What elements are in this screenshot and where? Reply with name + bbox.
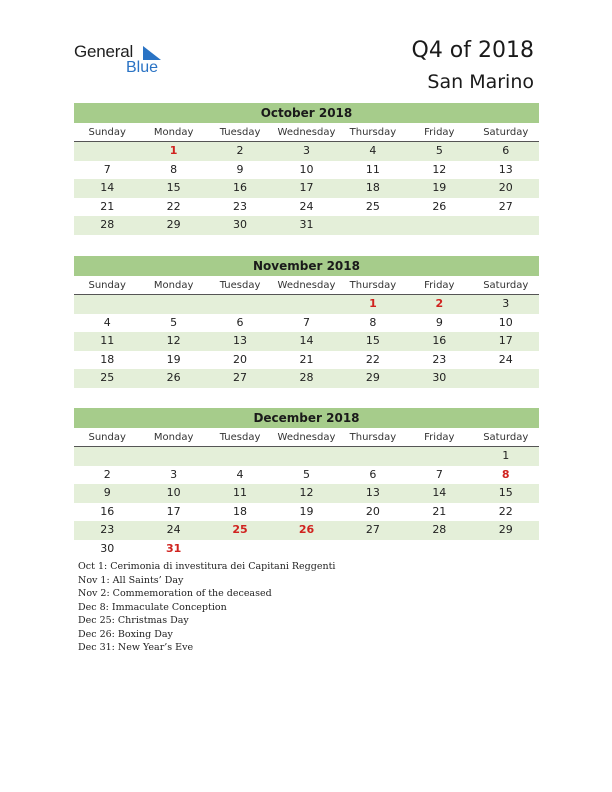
weekday-label: Wednesday bbox=[277, 127, 336, 138]
day-cell: 20 bbox=[365, 504, 380, 518]
page-title: Q4 of 2018 bbox=[411, 38, 534, 63]
week-row bbox=[74, 216, 539, 235]
day-cell: 25 bbox=[365, 199, 380, 213]
day-cell: 3 bbox=[170, 467, 178, 481]
day-cell: 11 bbox=[365, 162, 380, 176]
day-cell bbox=[406, 447, 472, 466]
week-row bbox=[74, 179, 539, 198]
day-cell bbox=[273, 540, 339, 559]
day-cell: 6 bbox=[236, 315, 244, 329]
day-cell: 8 bbox=[170, 162, 178, 176]
day-cell: 7 bbox=[302, 315, 310, 329]
day-cell bbox=[273, 447, 339, 466]
day-cell: 15 bbox=[498, 486, 513, 499]
day-cell: 28 bbox=[100, 218, 115, 231]
day-cell: 26 bbox=[432, 199, 447, 213]
day-cell: 22 bbox=[166, 199, 181, 213]
day-cell: 24 bbox=[299, 199, 314, 213]
day-cell: 11 bbox=[233, 486, 248, 499]
day-cell bbox=[340, 216, 406, 235]
day-cell: 17 bbox=[299, 181, 314, 194]
day-cell bbox=[74, 447, 140, 466]
day-cell: 25 bbox=[100, 371, 115, 384]
day-cell bbox=[74, 295, 140, 314]
weekday-label: Tuesday bbox=[219, 432, 261, 443]
holiday-note: Dec 31: New Year’s Eve bbox=[78, 642, 194, 653]
day-cell: 27 bbox=[498, 199, 513, 213]
holiday-note: Oct 1: Cerimonia di investitura dei Capitani Reggenti bbox=[78, 561, 336, 572]
week-row bbox=[74, 332, 539, 351]
day-cell: 7 bbox=[103, 162, 111, 176]
weekday-label: Saturday bbox=[483, 127, 529, 138]
day-cell: 30 bbox=[233, 218, 248, 231]
day-cell: 12 bbox=[432, 162, 447, 176]
logo-word-blue: Blue bbox=[126, 59, 159, 76]
day-cell: 28 bbox=[432, 523, 447, 536]
weekday-label: Sunday bbox=[88, 280, 126, 291]
day-cell: 12 bbox=[299, 486, 314, 499]
day-cell: 18 bbox=[233, 504, 248, 518]
week-row bbox=[74, 295, 539, 314]
day-cell: 15 bbox=[166, 181, 181, 194]
day-cell bbox=[140, 447, 206, 466]
day-cell: 4 bbox=[369, 144, 377, 157]
weekday-label: Monday bbox=[153, 432, 194, 443]
weekday-label: Tuesday bbox=[219, 127, 261, 138]
generalblue-logo bbox=[74, 42, 174, 78]
week-row bbox=[74, 521, 539, 540]
weekday-label: Sunday bbox=[88, 432, 126, 443]
day-cell: 23 bbox=[233, 199, 248, 213]
day-cell bbox=[473, 216, 539, 235]
week-row bbox=[74, 314, 539, 333]
month-header: November 2018 bbox=[74, 256, 539, 276]
week-row bbox=[74, 198, 539, 217]
weekday-label: Saturday bbox=[483, 432, 529, 443]
weeks-container bbox=[74, 447, 539, 558]
weekday-label: Friday bbox=[424, 280, 455, 291]
day-cell bbox=[340, 540, 406, 559]
day-cell bbox=[473, 369, 539, 388]
day-cell: 28 bbox=[299, 371, 314, 384]
week-row bbox=[74, 447, 539, 466]
day-cell bbox=[406, 216, 472, 235]
week-row bbox=[74, 142, 539, 161]
day-cell: 5 bbox=[302, 467, 310, 481]
day-cell: 15 bbox=[365, 334, 380, 347]
month-header: October 2018 bbox=[74, 103, 539, 123]
day-cell: 18 bbox=[365, 181, 380, 194]
weekday-label: Wednesday bbox=[277, 280, 336, 291]
weekday-label: Monday bbox=[153, 127, 194, 138]
day-cell: 23 bbox=[100, 523, 115, 536]
holiday-note: Dec 8: Immaculate Conception bbox=[78, 601, 227, 613]
day-cell: 1 bbox=[502, 449, 510, 462]
day-cell: 5 bbox=[170, 315, 178, 329]
month-calendar-december bbox=[74, 408, 539, 558]
day-cell: 30 bbox=[432, 371, 447, 384]
weeks-container bbox=[74, 295, 539, 388]
day-cell: 4 bbox=[236, 467, 244, 481]
weeks-container bbox=[74, 142, 539, 235]
day-cell: 12 bbox=[166, 334, 181, 347]
holiday-day-cell: 26 bbox=[298, 523, 315, 536]
day-cell: 21 bbox=[100, 199, 115, 213]
day-cell: 7 bbox=[435, 467, 443, 481]
day-cell: 21 bbox=[432, 504, 447, 518]
day-cell: 20 bbox=[498, 181, 513, 194]
day-cell: 19 bbox=[299, 504, 314, 518]
day-cell bbox=[207, 447, 273, 466]
day-cell: 3 bbox=[502, 297, 510, 310]
day-cell: 16 bbox=[100, 504, 115, 518]
day-cell: 16 bbox=[432, 334, 447, 347]
day-cell: 31 bbox=[299, 218, 314, 231]
day-cell: 24 bbox=[498, 352, 513, 366]
day-cell: 6 bbox=[502, 144, 510, 157]
page-subtitle: San Marino bbox=[427, 71, 534, 93]
day-cell: 27 bbox=[233, 371, 248, 384]
day-cell: 10 bbox=[498, 315, 513, 329]
weekday-label: Monday bbox=[153, 280, 194, 291]
week-row bbox=[74, 369, 539, 388]
month-calendar-october bbox=[74, 103, 539, 235]
holiday-day-cell: 25 bbox=[232, 523, 248, 536]
weekday-header-row bbox=[74, 276, 539, 295]
month-header: December 2018 bbox=[74, 408, 539, 428]
day-cell: 29 bbox=[166, 218, 181, 231]
day-cell: 14 bbox=[299, 334, 314, 347]
weekday-header-row bbox=[74, 123, 539, 142]
day-cell: 27 bbox=[365, 523, 380, 536]
logo-word-general: General bbox=[74, 42, 134, 61]
day-cell: 24 bbox=[166, 523, 181, 536]
day-cell: 6 bbox=[369, 467, 377, 481]
day-cell: 22 bbox=[498, 504, 513, 518]
weekday-label: Friday bbox=[424, 127, 455, 138]
holiday-notes bbox=[78, 560, 518, 655]
month-calendar-november bbox=[74, 256, 539, 388]
day-cell: 22 bbox=[365, 352, 380, 366]
week-row bbox=[74, 540, 539, 559]
day-cell: 3 bbox=[302, 144, 310, 157]
weekday-label: Thursday bbox=[349, 280, 397, 291]
day-cell: 26 bbox=[166, 371, 181, 384]
weekday-label: Tuesday bbox=[219, 280, 261, 291]
day-cell: 17 bbox=[498, 334, 513, 347]
day-cell bbox=[473, 540, 539, 559]
day-cell: 19 bbox=[432, 181, 447, 194]
day-cell bbox=[406, 540, 472, 559]
day-cell: 13 bbox=[365, 486, 380, 499]
day-cell: 23 bbox=[432, 352, 447, 366]
day-cell: 9 bbox=[236, 162, 244, 176]
day-cell: 19 bbox=[166, 352, 181, 366]
week-row bbox=[74, 351, 539, 370]
holiday-note: Nov 1: All Saints’ Day bbox=[78, 574, 184, 586]
day-cell bbox=[207, 295, 273, 314]
day-cell: 10 bbox=[166, 486, 181, 499]
day-cell: 11 bbox=[100, 334, 115, 347]
day-cell: 18 bbox=[100, 352, 115, 366]
day-cell: 20 bbox=[233, 352, 248, 366]
holiday-day-cell: 1 bbox=[369, 297, 377, 310]
holiday-day-cell: 2 bbox=[435, 297, 444, 310]
day-cell: 5 bbox=[435, 144, 443, 157]
weekday-label: Thursday bbox=[349, 432, 397, 443]
day-cell: 29 bbox=[365, 371, 380, 384]
day-cell: 13 bbox=[233, 334, 248, 347]
week-row bbox=[74, 161, 539, 180]
day-cell: 16 bbox=[233, 181, 248, 194]
day-cell: 14 bbox=[432, 486, 447, 499]
weekday-label: Saturday bbox=[483, 280, 529, 291]
holiday-day-cell: 1 bbox=[169, 144, 178, 157]
holiday-day-cell: 31 bbox=[165, 541, 182, 555]
day-cell: 30 bbox=[100, 541, 115, 555]
day-cell: 10 bbox=[299, 162, 314, 176]
day-cell: 14 bbox=[100, 181, 115, 194]
week-row bbox=[74, 484, 539, 503]
weekday-label: Sunday bbox=[88, 127, 126, 138]
day-cell bbox=[74, 142, 140, 161]
holiday-note: Dec 25: Christmas Day bbox=[78, 615, 189, 626]
day-cell: 17 bbox=[166, 504, 181, 518]
day-cell: 2 bbox=[103, 467, 111, 481]
day-cell bbox=[340, 447, 406, 466]
weekday-label: Friday bbox=[424, 432, 455, 443]
holiday-note: Dec 26: Boxing Day bbox=[78, 628, 173, 640]
week-row bbox=[74, 466, 539, 485]
day-cell: 2 bbox=[236, 144, 244, 157]
weekday-label: Thursday bbox=[349, 127, 397, 138]
day-cell bbox=[207, 540, 273, 559]
day-cell: 9 bbox=[103, 486, 111, 499]
day-cell: 29 bbox=[498, 523, 513, 536]
day-cell: 9 bbox=[435, 315, 443, 329]
day-cell bbox=[140, 295, 206, 314]
weekday-header-row bbox=[74, 428, 539, 447]
weekday-label: Wednesday bbox=[277, 432, 336, 443]
day-cell: 8 bbox=[369, 315, 377, 329]
day-cell: 13 bbox=[498, 162, 513, 176]
day-cell: 21 bbox=[299, 352, 314, 366]
holiday-note: Nov 2: Commemoration of the deceased bbox=[78, 588, 272, 599]
day-cell bbox=[273, 295, 339, 314]
week-row bbox=[74, 503, 539, 522]
holiday-day-cell: 8 bbox=[501, 467, 510, 481]
day-cell: 4 bbox=[103, 315, 111, 329]
